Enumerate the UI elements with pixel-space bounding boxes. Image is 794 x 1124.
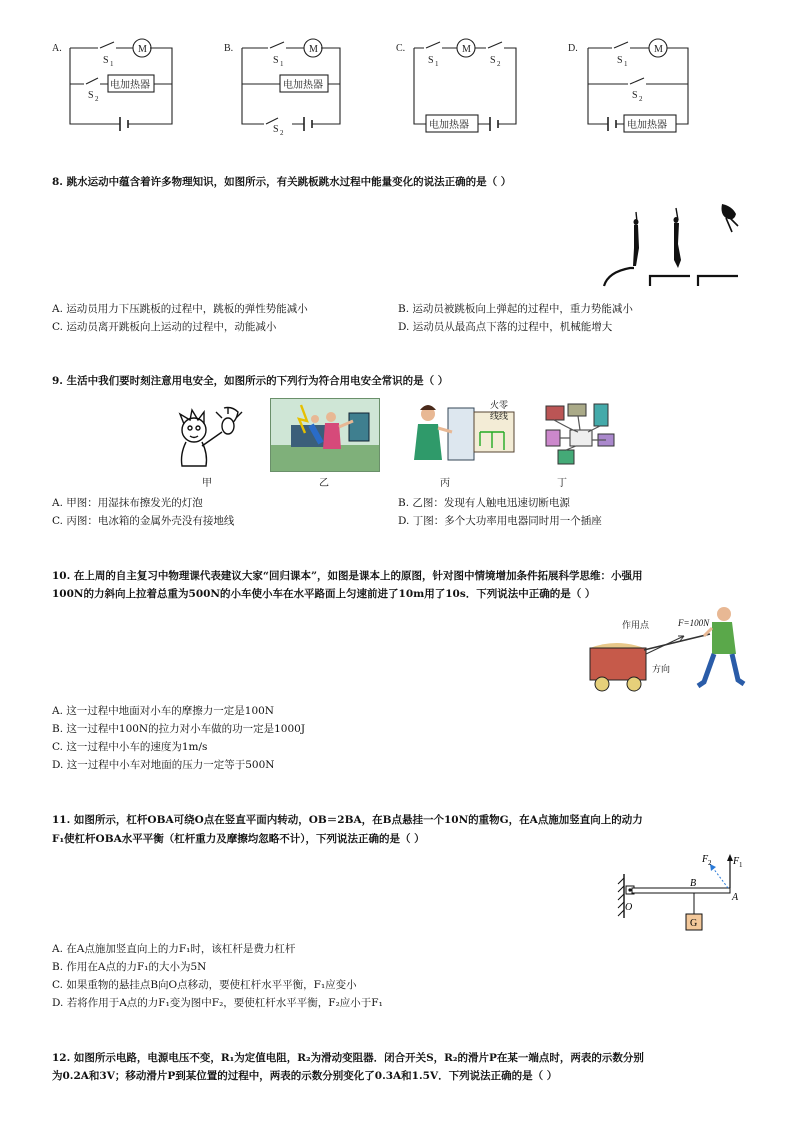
q9-option-c: C. 丙图：电冰箱的金属外壳没有接地线	[52, 515, 235, 527]
circuit-a-heater: 电加热器	[110, 80, 150, 91]
circuit-b-heater: 电加热器	[283, 80, 323, 91]
safety-figure-ding	[542, 400, 622, 472]
bing-wire-label: 线线	[490, 411, 509, 421]
circuit-d-motor: M	[654, 44, 663, 55]
circuit-d-letter: D.	[568, 43, 578, 54]
q9-option-a: A. 甲图：用湿抹布擦发光的灯泡	[52, 497, 203, 509]
circuit-d	[588, 39, 688, 132]
safety-figure-yi	[270, 398, 380, 472]
q8-stem: 8. 跳水运动中蕴含着许多物理知识，如图所示，有关跳板跳水过程中能量变化的说法正确的是（ ）	[52, 176, 512, 188]
circuit-b-s2-sub: 2	[280, 129, 284, 137]
q9-option-b: B. 乙图：发现有人触电迅速切断电源	[398, 497, 570, 509]
q12-stem-line1: 12. 如图所示电路，电源电压不变，R₁为定值电阻，R₂为滑动变阻器．闭合开关S，R₂的滑片P在某一端点时，两表的示数分别	[52, 1052, 644, 1064]
q10-option-b: B. 这一过程中100N的拉力对小车做的功一定是1000J	[52, 723, 306, 735]
lever-label-f1: F	[733, 856, 740, 867]
q10-option-a: A. 这一过程中地面对小车的摩擦力一定是100N	[52, 705, 274, 717]
lever-label-f2: F	[702, 854, 709, 865]
q8-option-b: B. 运动员被跳板向上弹起的过程中，重力势能减小	[398, 303, 633, 315]
lever-label-g: G	[690, 918, 698, 929]
cart-direction-label: 方向	[652, 664, 671, 674]
circuit-c-letter: C.	[396, 43, 406, 54]
q10-stem-line2: 100N的力斜向上拉着总重为500N的小车使小车在水平路面上匀速前进了10m用了10s．下列说法中正确的是（ ）	[52, 588, 596, 600]
circuit-b-letter: B.	[224, 43, 234, 54]
circuit-b-s2: S	[273, 124, 279, 135]
q8-option-c: C. 运动员离开跳板向上运动的过程中，动能减小	[52, 321, 277, 333]
q11-stem-line2: F₁使杠杆OBA水平平衡（杠杆重力及摩擦均忽略不计），下列说法正确的是（ ）	[52, 833, 425, 845]
circuit-a-letter: A.	[52, 43, 62, 54]
circuit-a-s1: S	[103, 55, 109, 66]
lever-label-o: O	[625, 902, 633, 913]
safety-figure-bing	[408, 398, 518, 472]
circuit-d-s1: S	[617, 55, 623, 66]
lever-label-b: B	[690, 878, 697, 889]
circuit-a-s2-sub: 2	[95, 95, 99, 103]
q11-option-d: D. 若将作用于A点的力F₁变为图中F₂，要使杠杆水平平衡，F₂应小于F₁	[52, 997, 383, 1009]
lever-label-f1-sub: 1	[739, 861, 743, 869]
circuit-c-heater: 电加热器	[429, 120, 469, 131]
diving-figure	[598, 196, 742, 288]
q9-caption-yi: 乙	[319, 478, 329, 489]
circuit-b-motor: M	[309, 44, 318, 55]
q9-caption-jia: 甲	[202, 478, 212, 489]
lever-figure	[614, 848, 748, 934]
circuit-d-heater: 电加热器	[627, 120, 667, 131]
safety-figure-jia	[166, 398, 250, 472]
q8-option-d: D. 运动员从最高点下落的过程中，机械能增大	[398, 321, 613, 333]
q11-option-a: A. 在A点施加竖直向上的力F₁时，该杠杆是费力杠杆	[52, 943, 296, 955]
q10-stem-line1: 10. 在上周的自主复习中物理课代表建议大家“回归课本”，如图是课本上的原图，针对图中情境增加条件拓展科学思维：小强用	[52, 570, 643, 582]
circuit-c-s1: S	[428, 55, 434, 66]
q9-option-d: D. 丁图：多个大功率用电器同时用一个插座	[398, 515, 602, 527]
circuit-c-motor: M	[462, 44, 471, 55]
q11-option-c: C. 如果重物的悬挂点B向O点移动，要使杠杆水平平衡，F₁应变小	[52, 979, 357, 991]
cart-point-label: 作用点	[622, 620, 650, 630]
q9-caption-ding: 丁	[557, 478, 567, 489]
q12-stem-line2: 为0.2A和3V；移动滑片P到某位置的过程中，两表的示数分别变化了0.3A和1.5V．下列说法正确的是（ ）	[52, 1070, 558, 1082]
circuit-d-s2: S	[632, 90, 638, 101]
q9-caption-bing: 丙	[440, 478, 450, 489]
circuit-a-s2: S	[88, 90, 94, 101]
circuit-b-s1-sub: 1	[280, 60, 284, 68]
circuit-c-s2-sub: 2	[497, 60, 501, 68]
lever-label-a: A	[732, 892, 739, 903]
circuit-b-s1: S	[273, 55, 279, 66]
circuit-d-s1-sub: 1	[624, 60, 628, 68]
cart-force-label: F=100N	[678, 618, 710, 628]
lever-label-f2-sub: 2	[708, 859, 712, 867]
circuit-a-s1-sub: 1	[110, 60, 114, 68]
q11-option-b: B. 作用在A点的力F₁的大小为5N	[52, 961, 207, 973]
circuit-c-s1-sub: 1	[435, 60, 439, 68]
q8-option-a: A. 运动员用力下压跳板的过程中，跳板的弹性势能减小	[52, 303, 308, 315]
q9-stem: 9. 生活中我们要时刻注意用电安全，如图所示的下列行为符合用电安全常识的是（ ）	[52, 375, 449, 387]
cart-pull-figure	[586, 604, 746, 696]
circuit-d-s2-sub: 2	[639, 95, 643, 103]
circuit-a-motor: M	[138, 44, 147, 55]
q11-stem-line1: 11. 如图所示，杠杆OBA可绕O点在竖直平面内转动，OB＝2BA，在B点悬挂一个10N的重物G，在A点施加竖直向上的动力	[52, 814, 643, 826]
q10-option-d: D. 这一过程中小车对地面的压力一定等于500N	[52, 759, 275, 771]
q10-option-c: C. 这一过程中小车的速度为1m/s	[52, 741, 208, 753]
circuit-options-figure	[0, 0, 794, 140]
bing-fire-label: 火零	[490, 400, 509, 410]
circuit-c-s2: S	[490, 55, 496, 66]
